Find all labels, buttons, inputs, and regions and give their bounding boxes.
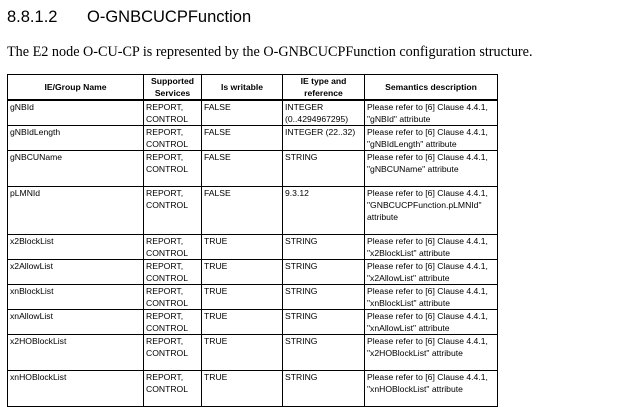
cell-name: xnAllowList (8, 310, 144, 335)
cell-semantics: Please refer to [6] Clause 4.4.1, "gNBId" attribute (365, 100, 498, 126)
cell-name: x2BlockList (8, 235, 144, 260)
cell-writable: FALSE (202, 100, 283, 126)
cell-semantics: Please refer to [6] Clause 4.4.1, "xnHOBlockList" attribute (365, 371, 498, 407)
section-heading (7, 8, 251, 27)
cell-type: STRING (283, 235, 365, 260)
cell-type: STRING (283, 371, 365, 407)
cell-type: STRING (283, 335, 365, 371)
cell-semantics: Please refer to [6] Clause 4.4.1, "gNBIdLength" attribute (365, 126, 498, 151)
cell-writable: FALSE (202, 187, 283, 235)
cell-type: INTEGER (0..4294967295) (283, 100, 365, 126)
cell-writable: FALSE (202, 126, 283, 151)
cell-services: REPORT, CONTROL (144, 187, 202, 235)
cell-writable: TRUE (202, 335, 283, 371)
cell-type: STRING (283, 285, 365, 310)
cell-semantics: Please refer to [6] Clause 4.4.1, "x2BlockList" attribute (365, 235, 498, 260)
table-row (8, 235, 498, 260)
cell-name: x2HOBlockList (8, 335, 144, 371)
cell-writable: FALSE (202, 151, 283, 187)
cell-services: REPORT, CONTROL (144, 235, 202, 260)
cell-name: xnHOBlockList (8, 371, 144, 407)
table-row (8, 151, 498, 187)
cell-name: pLMNId (8, 187, 144, 235)
cell-services: REPORT, CONTROL (144, 285, 202, 310)
table-row (8, 335, 498, 371)
header-supported-services: Supported Services (144, 75, 202, 101)
cell-type: 9.3.12 (283, 187, 365, 235)
cell-semantics: Please refer to [6] Clause 4.4.1, "x2HOBlockList" attribute (365, 335, 498, 371)
cell-semantics: Please refer to [6] Clause 4.4.1, "GNBCUCPFunction.pLMNId" attribute (365, 187, 498, 235)
header-semantics: Semantics description (365, 75, 498, 101)
header-is-writable: Is writable (202, 75, 283, 101)
cell-name: gNBIdLength (8, 126, 144, 151)
cell-writable: TRUE (202, 235, 283, 260)
cell-name: xnBlockList (8, 285, 144, 310)
cell-writable: TRUE (202, 260, 283, 285)
cell-semantics: Please refer to [6] Clause 4.4.1, "xnAllowList" attribute (365, 310, 498, 335)
cell-type: STRING (283, 310, 365, 335)
header-ie-group-name: IE/Group Name (8, 75, 144, 101)
cell-services: REPORT, CONTROL (144, 151, 202, 187)
cell-services: REPORT, CONTROL (144, 100, 202, 126)
table-row (8, 260, 498, 285)
cell-writable: TRUE (202, 371, 283, 407)
table-header-row (8, 75, 498, 101)
cell-name: gNBCUName (8, 151, 144, 187)
section-number: 8.8.1.2 (7, 8, 58, 26)
table-row (8, 100, 498, 126)
table-row (8, 126, 498, 151)
cell-semantics: Please refer to [6] Clause 4.4.1, "gNBCUName" attribute (365, 151, 498, 187)
cell-services: REPORT, CONTROL (144, 371, 202, 407)
cell-services: REPORT, CONTROL (144, 310, 202, 335)
cell-services: REPORT, CONTROL (144, 126, 202, 151)
cell-semantics: Please refer to [6] Clause 4.4.1, "x2AllowList" attribute (365, 260, 498, 285)
cell-name: gNBId (8, 100, 144, 126)
cell-services: REPORT, CONTROL (144, 260, 202, 285)
cell-type: STRING (283, 260, 365, 285)
table-row (8, 371, 498, 407)
table-row (8, 285, 498, 310)
section-title: O-GNBCUCPFunction (87, 8, 252, 26)
cell-services: REPORT, CONTROL (144, 335, 202, 371)
ie-table (7, 74, 498, 407)
table-row (8, 310, 498, 335)
cell-name: x2AllowList (8, 260, 144, 285)
cell-type: STRING (283, 151, 365, 187)
cell-writable: TRUE (202, 285, 283, 310)
cell-type: INTEGER (22..32) (283, 126, 365, 151)
intro-paragraph: The E2 node O-CU-CP is represented by the O-GNBCUCPFunction configuration structure. (7, 44, 533, 60)
header-ie-type: IE type and reference (283, 75, 365, 101)
cell-writable: TRUE (202, 310, 283, 335)
table-row (8, 187, 498, 235)
cell-semantics: Please refer to [6] Clause 4.4.1, "xnBlockList" attribute (365, 285, 498, 310)
